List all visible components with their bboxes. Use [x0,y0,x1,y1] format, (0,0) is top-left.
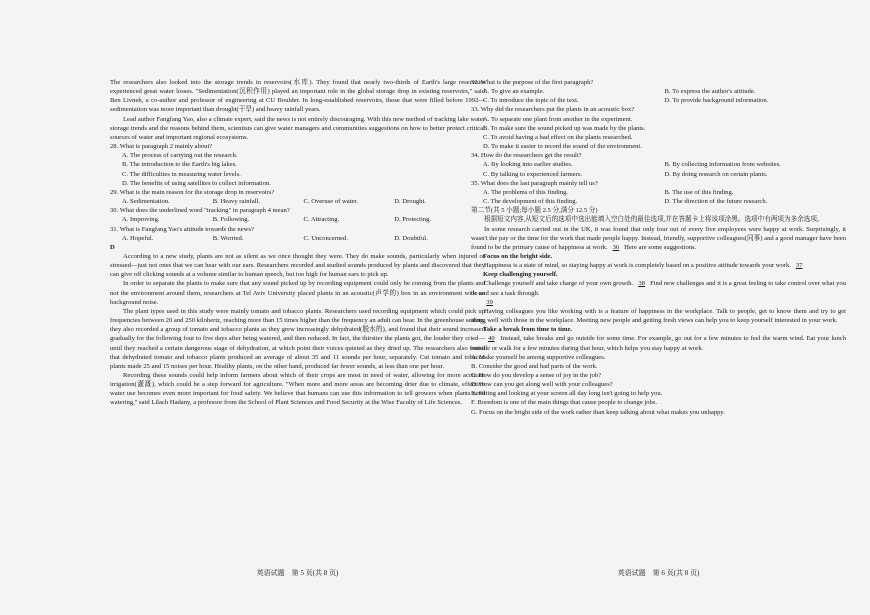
option: A. The process of carrying out the research. [122,152,238,160]
choice-g: G. Focus on the bright side of the work rather than keep talking about what makes you unhappy. [471,408,725,416]
option: B. Following. [212,216,250,224]
part-2-instructions: 根据短文内容,从短文后的选项中选出能填入空白处的最佳选项,并在答题卡上将该项涂黑。选项中有两项为多余选项。 [484,216,824,224]
text-segment: In some research carried out in the UK, it was found that only four out of every five employees were happy at work. Surprisingly, it wasn't the pay or the time for the work that made people happy. Instead, friendly, supportive colleagues(同事) and a good manager have been found to be the primary cause of happiness at work. [471,225,846,251]
option: D. To make it easier to record the sound of the environment. [483,143,642,151]
question-31-options [110,234,485,243]
choice-c: C. How do you develop a sense of joy in the job? [471,372,602,379]
text-segment: Find new challenges and it is a great feeling to take control over what you do and see a task through. [471,280,847,297]
option: B. To express the author's attitude. [664,88,756,96]
choice-a: A. Make yourself be among supportive colleagues. [471,353,606,361]
option: B. Worried. [212,234,244,242]
option: D. By doing research on certain plants. [664,170,768,178]
right-column [471,78,846,417]
question-30: 30. What does the underlined word "tracking" in paragraph 4 mean? [110,207,290,215]
section-heading-d: D [110,243,115,251]
option: A. Improving. [122,216,160,224]
question-34-options [471,160,846,178]
passage-d-paragraph-4: Recording these sounds could help inform farmers about which of their crops are most in need of water, allowing for more accurate irrigation(灌溉), which could be a step forward for agriculture. "When more and more areas are becoming drier due to climate, effective water use becomes even more important for food safety. We believe that humans can use this information to tell growers when plants need watering," said Lilach Hadany, a professor from the School of Plant Sciences and Food Security at the Wise Faculty of Life Sciences. [110,372,485,407]
question-35-options [471,188,846,206]
passage-c-paragraph-4: Lead author Fangfang Yao, also a climate expert, said the news is not entirely discouraging. With this new method of tracking lake water storage trends and the reasons behind them, scientists can give water managers and communities suggestions on how to better protect critical sources of water and important regional ecosystems. [110,115,485,141]
option: C. Overuse of water. [303,198,358,206]
option: A. Sedimentation. [122,198,170,206]
passage-d-paragraph-2: In order to separate the plants to make sure that any sound picked up by recording equipment could only be coming from the plants and not the environment around them, researchers at Tel Aviv University placed plants in an acoustic(声学的) box in an environment with no background noise. [110,280,485,306]
seven-choice-paragraph-4: Having colleagues you like working with is a feature of happiness in the workplace. Talk to people, get to know them and try to get along well with those in the workplace. Meeting new people and getting fresh views can help you to keep yourself interested in your work. [471,307,846,325]
question-32-options [471,87,846,105]
option: C. The difficulties in measuring water levels. [122,170,241,178]
passage-c-paragraph-3: The researchers also looked into the storage trends in reservoirs(水库). They found that nearly two-thirds of Earth's large reservoirs experienced great water losses. "Sedimentation(沉积作用) played an important role in the global storage drop in existing reservoirs," said Ben Livneh, a co-author and professor of engineering at CU Boulder. In long-established reservoirs, those that were filled before 1992—sedimentation was more important than drought(干旱) and heavy rainfall years. [110,79,485,114]
answer-choices [471,353,846,417]
choice-d: D. How can you get along well with your colleagues? [471,381,613,389]
question-33: 33. Why did the researchers put the plants in an acoustic box? [471,106,635,114]
option: D. Drought. [394,198,426,206]
seven-choice-paragraph-5 [471,334,846,352]
question-30-options [110,215,485,224]
option: C. By talking to experienced farmers. [483,170,583,178]
choice-f: F. Boredom is one of the main things that cause people to change jobs. [471,399,658,407]
blank-38: 38 [638,280,645,288]
option: C. Unconcerned. [303,234,348,242]
blank-39: 39 [486,298,493,306]
option: D. Protecting. [394,216,432,224]
question-31: 31. What is Fangfang Yao's attitude towards the news? [110,225,254,233]
option: B. The use of this finding. [664,188,734,196]
choice-e: E. Sitting and looking at your screen all day long isn't going to help you. [471,390,663,398]
question-29: 29. What is the main reason for the storage drop in reservoirs? [110,188,275,196]
text-segment: Here are some suggestions. [624,243,697,251]
option: D. Doubtful. [394,234,428,242]
seven-choice-paragraph-2 [471,261,846,270]
seven-choice-paragraph-3 [471,279,846,297]
question-35: 35. What does the last paragraph mainly tell us? [471,179,598,187]
text-segment: Happiness is a state of mind, so staying happy at work is completely based on a positive attitude towards your work. [484,262,791,270]
option: C. To avoid having a bad effect on the plants researched. [483,133,633,141]
option: A. The problems of this finding. [483,188,569,196]
question-32: 32. What is the purpose of the first paragraph? [471,79,594,86]
heading-keep-challenging: Keep challenging yourself. [483,271,558,279]
option: D. To provide background information. [664,97,769,105]
option: C. To introduce the topic of the text. [483,97,579,105]
option: A. Hopeful. [122,234,154,242]
question-33-options [471,115,846,152]
question-29-options [110,197,485,206]
option: A. To separate one plant from another in the experiment. [483,115,633,123]
blank-36: 36 [612,243,620,251]
option: C. The development of this finding. [483,198,578,206]
option: A. By looking into earlier studies. [483,161,573,169]
page-footer-left: 英语试题 第 5 页(共 8 页) [256,569,339,577]
option: B. By collecting information from websites. [664,161,781,169]
question-28-options [110,151,485,188]
left-column [110,78,485,408]
option: B. Heavy rainfall. [212,198,260,206]
part-2-title: 第二节(共 5 小题;每小题 2.5 分,满分 12.5 分) [471,207,598,215]
option: B. The introduction to the Earth's big lakes. [122,161,237,169]
option: A. To give an example. [483,88,545,96]
option: C. Attracting. [303,216,340,224]
text-segment: Challenge yourself and take charge of your own growth. [484,280,634,288]
option: D. The direction of the future research. [664,198,768,206]
option: D. The benefits of using satellites to collect information. [122,179,271,187]
choice-b: B. Consider the good and bad parts of the work. [471,362,598,370]
page-footer-right: 英语试题 第 6 页(共 8 页) [617,569,700,577]
passage-d-paragraph-1: According to a new study, plants are not as silent as we once thought they were. They do make sounds, particularly when injured or stressed—just not ones that we can hear with our ears. Researchers recorded and studied sounds produced by plants and discovered that they can give off clicking sounds at a volume similar to human speech, but too high for human ears to pick up. [110,252,485,279]
blank-37: 37 [795,262,803,270]
blank-40: 40 [488,335,495,343]
option: B. To make sure the sound picked up was made by the plants. [483,124,646,132]
seven-choice-blank-39-line [471,298,846,307]
question-28: 28. What is paragraph 2 mainly about? [110,143,213,151]
heading-focus-bright-side: Focus on the bright side. [483,252,553,260]
text-segment: Instead, take breaks and go outside for some time. For example, go out for a few minutes to feel the warm wind. Eat your lunch outside or walk for a few minutes during that hour, which helps you stay happy at work. [471,335,846,352]
heading-take-a-break: Take a break from time to time. [483,326,573,334]
passage-d-paragraph-3: The plant types used in this study were mainly tomato and tobacco plants. Researchers used recording equipment which could pick up frequencies between 20 and 250 kilohertz, reaching more than 15 times higher than the frequency an adult can hear. In the greenhouse setting, they also recorded a group of tomato and tobacco plants as they grew increasingly dehydrated(脱水的), and found that their sound increased gradually for the following four to five days after being watered, and then reduced. In fact, the thirstier the plants got, the louder they cried—until they reached a certain dangerous stage of dehydration, at which point their voices quieted as they dried up. The researchers also found that dehydrated tomato and tobacco plants produced an average of about 35 and 11 sounds per hour, separately. Cut tomato and tobacco plants made 25 and 15 noises per hour. Healthy plants, on the other hand, produced far fewer sounds, at less than one per hour. [110,307,485,370]
seven-choice-paragraph-1 [471,225,846,252]
question-34: 34. How do the researchers get the result? [471,152,582,160]
